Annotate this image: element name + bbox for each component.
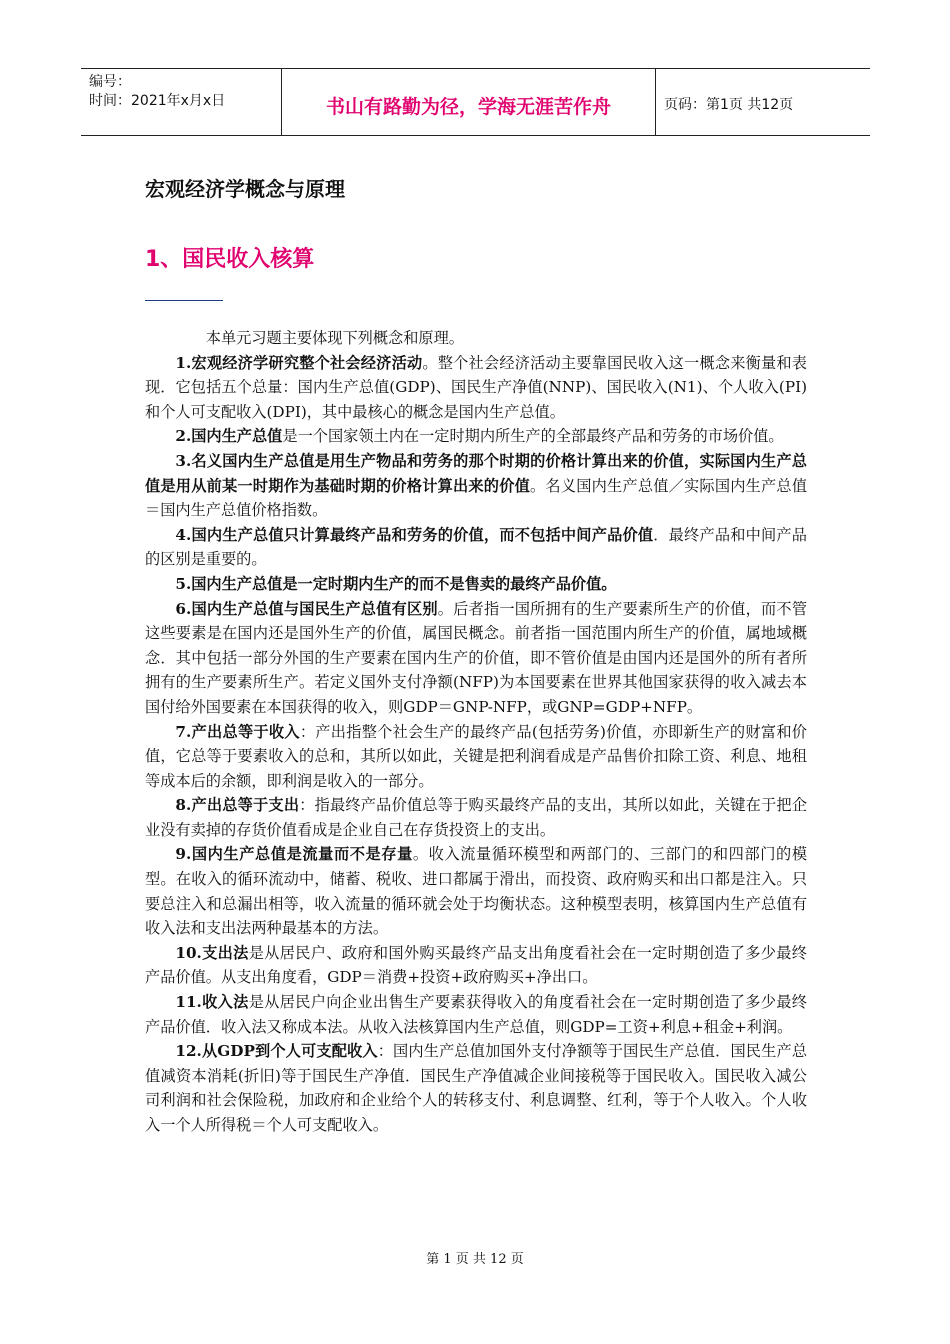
section-heading: 1、国民收入核算 [145,247,315,272]
header-page-cell [656,69,870,135]
page-footer: 第 1 页 共 12 页 [426,1252,524,1267]
paragraph-lead: 7.产出总等于收入 [175,722,300,741]
paragraph-text: 是从居民户向企业出售生产要素获得收入的角度看社会在一定时期创造了多少最终产品价值．收入法又称成本法。从收入法核算国内生产总值，则GDP=工资+利息+租金+利润。 [145,993,807,1036]
paragraph [145,990,807,1039]
paragraph [145,572,807,597]
paragraph-lead: 12.从GDP到个人可支配收入 [175,1042,378,1061]
time-label: 时间：2021年x月x日 [89,93,226,109]
paragraph-text: ：指最终产品价值总等于购买最终产品的支出，其所以如此，关键在于把企业没有卖掉的存货价值看成是企业自己在存货投资上的支出。 [145,796,808,839]
paragraph-lead: 4.国内生产总值只计算最终产品和劳务的价值，而不包括中间产品价值 [175,525,654,544]
paragraph-text: 是一个国家领土内在一定时期内所生产的全部最终产品和劳务的市场价值。 [282,427,784,446]
paragraph [145,842,807,940]
document-body [145,326,807,1138]
paragraph [145,449,807,523]
paragraph-lead: 8.产出总等于支出 [175,796,300,815]
paragraph-text: 。后者指一国所拥有的生产要素所生产的价值，而不管这些要素是在国内还是国外生产的价值，属国民概念。前者指一国范围内所生产的价值，属地域概念．其中包括一部分外国的生产要素在国内生产的价值，即不管价值是由国内还是国外的所有者所拥有的生产要素所生产。若定义国外支付净额(NFP)为本国要素在世界其他国家获得的收入减去本国付给外国要素在本国获得的收入，则GDP＝GNP-NFP，或GNP=GDP+NFP。 [145,599,808,716]
paragraph-lead: 10.支出法 [175,943,249,962]
paragraph [145,351,807,425]
motto-text: 书山有路勤为径，学海无涯苦作舟 [325,95,611,118]
heading-underline [145,300,223,301]
paragraph-lead: 1.宏观经济学研究整个社会经济活动 [175,353,423,372]
paragraph [145,793,807,842]
paragraph [145,597,807,720]
paragraph-text: ：国内生产总值加国外支付净额等于国民生产总值．国民生产总值减资本消耗(折旧)等于国民生产净值．国民生产净值减企业间接税等于国民收入。国民收入减公司利润和社会保险税，加政府和企业给个人的转移支付、利息调整、红利，等于个人收入。个人收入一个人所得税＝个人可支配收入。 [145,1042,808,1134]
paragraph-text: 。名义国内生产总值／实际国内生产总值＝国内生产总值价格指数。 [145,476,808,520]
paragraph-text: 。整个社会经济活动主要靠国民收入这一概念来衡量和表现．它包括五个总量：国内生产总值(GDP)、国民生产净值(NNP)、国民收入(N1)、个人收入(PI)和个人可支配收入(DPI)，其中最核心的概念是国内生产总值。 [145,353,807,421]
paragraph [145,523,807,572]
paragraph-text: 。收入流量循环模型和两部门的、三部门的和四部门的模型。在收入的循环流动中，储蓄、税收、进口都属于滑出，而投资、政府购买和出口都是注入。只要总注入和总漏出相等，收入流量的循环就会处于均衡状态。这种模型表明，核算国内生产总值有收入法和支出法两种最基本的方法。 [145,845,808,938]
intro-paragraph: 本单元习题主要体现下列概念和原理。 [205,329,464,347]
paragraph [145,424,807,449]
header-meta-cell [81,69,282,135]
header-motto-cell [282,69,656,135]
paragraph [145,1039,807,1137]
paragraph-lead: 5.国内生产总值是一定时期内生产的而不是售卖的最终产品价值。 [175,574,617,593]
number-label: 编号： [89,74,131,90]
header-table [81,68,870,136]
doc-title: 宏观经济学概念与原理 [145,177,345,201]
paragraph-text: 是从居民户、政府和国外购买最终产品支出角度看社会在一定时期创造了多少最终产品价值。从支出角度看，GDP＝消费+投资+政府购买+净出口。 [145,943,807,987]
paragraph-text: ：产出指整个社会生产的最终产品(包括劳务)价值，亦即新生产的财富和价值，它总等于要素收入的总和，其所以如此，关键是把利润看成是产品售价扣除工资、利息、地租等成本后的余额，即利润是收入的一部分。 [145,722,807,790]
paragraph-lead: 9.国内生产总值是流量而不是存量 [175,845,413,864]
paragraph [145,720,807,794]
paragraph-lead: 3.名义国内生产总值是用生产物品和劳务的那个时期的价格计算出来的价值，实际国内生产总值是用从前某一时期作为基础时期的价格计算出来的价值 [145,451,807,495]
paragraph-lead: 6.国内生产总值与国民生产总值有区别 [175,599,438,618]
paragraph-lead: 2.国内生产总值 [175,427,283,446]
page-info: 页码：第1页 共12页 [664,97,794,113]
paragraph-lead: 11.收入法 [175,993,249,1012]
paragraph-text: ．最终产品和中间产品的区别是重要的。 [145,525,807,569]
paragraph [145,941,807,990]
